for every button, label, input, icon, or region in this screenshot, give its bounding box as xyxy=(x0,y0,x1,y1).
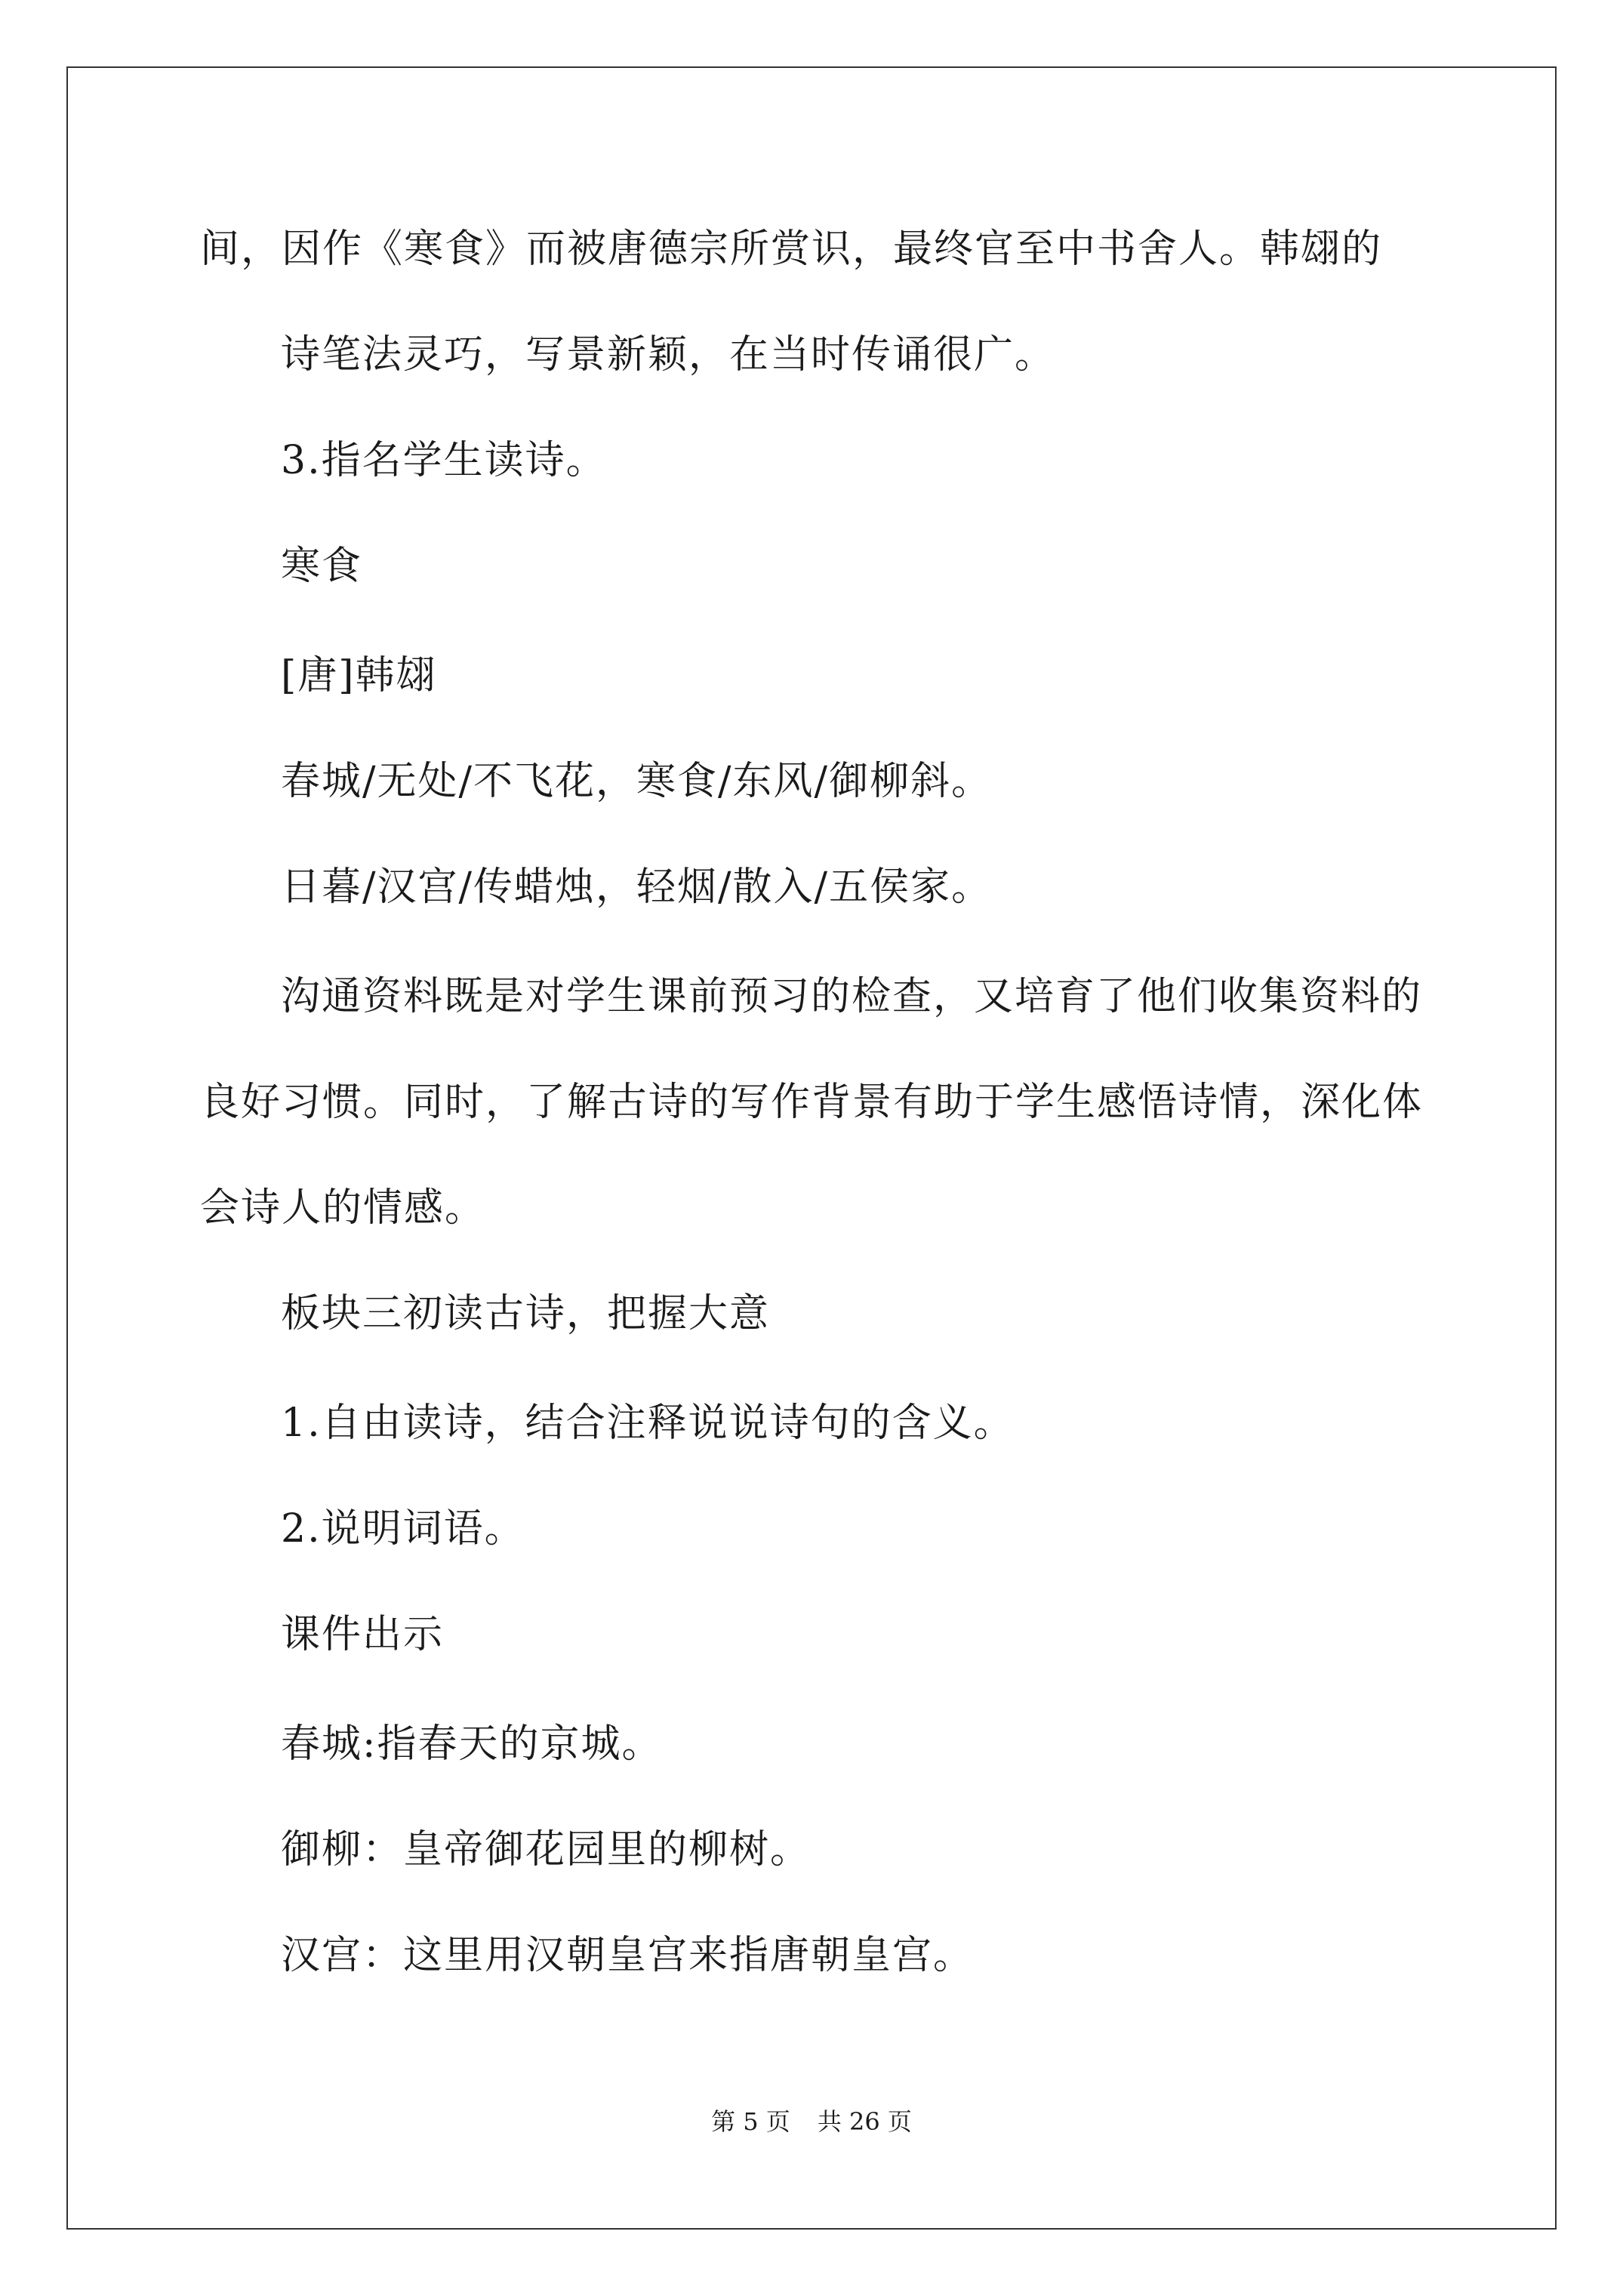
poem-line: 春城/无处/不飞花，寒食/东风/御柳斜。 xyxy=(281,759,993,804)
text-line: 良好习惯。同时，了解古诗的写作背景有助于学生感悟诗情，深化体 xyxy=(200,1080,1424,1125)
list-item: 3.指名学生读诗。 xyxy=(281,438,607,483)
page-number: 第 5 页 xyxy=(711,2107,790,2136)
text-line: 间，因作《寒食》而被唐德宗所赏识，最终官至中书舍人。韩翃的 xyxy=(200,227,1383,272)
definition-line: 御柳：皇帝御花园里的柳树。 xyxy=(281,1827,812,1872)
page-total: 共 26 页 xyxy=(817,2107,912,2136)
text-line: 课件出示 xyxy=(281,1612,445,1657)
poem-line: 日暮/汉宫/传蜡烛，轻烟/散入/五侯家。 xyxy=(281,864,993,910)
text-line: 沟通资料既是对学生课前预习的检查，又培育了他们收集资料的 xyxy=(281,974,1423,1019)
text-line: 诗笔法灵巧，写景新颖，在当时传诵很广。 xyxy=(281,332,1056,378)
section-heading: 板块三初读古诗，把握大意 xyxy=(281,1291,771,1336)
list-item: 2.说明词语。 xyxy=(281,1506,525,1552)
text-line: 会诗人的情感。 xyxy=(200,1185,486,1231)
poem-author: [唐]韩翃 xyxy=(281,653,437,698)
definition-line: 汉宫：这里用汉朝皇宫来指唐朝皇宫。 xyxy=(281,1933,975,1978)
page-footer xyxy=(0,2106,1623,2137)
poem-title: 寒食 xyxy=(281,544,363,589)
definition-line: 春城:指春天的京城。 xyxy=(281,1721,663,1767)
list-item: 1.自由读诗，结合注释说说诗句的含义。 xyxy=(281,1401,1015,1446)
page-border xyxy=(66,66,1557,2230)
